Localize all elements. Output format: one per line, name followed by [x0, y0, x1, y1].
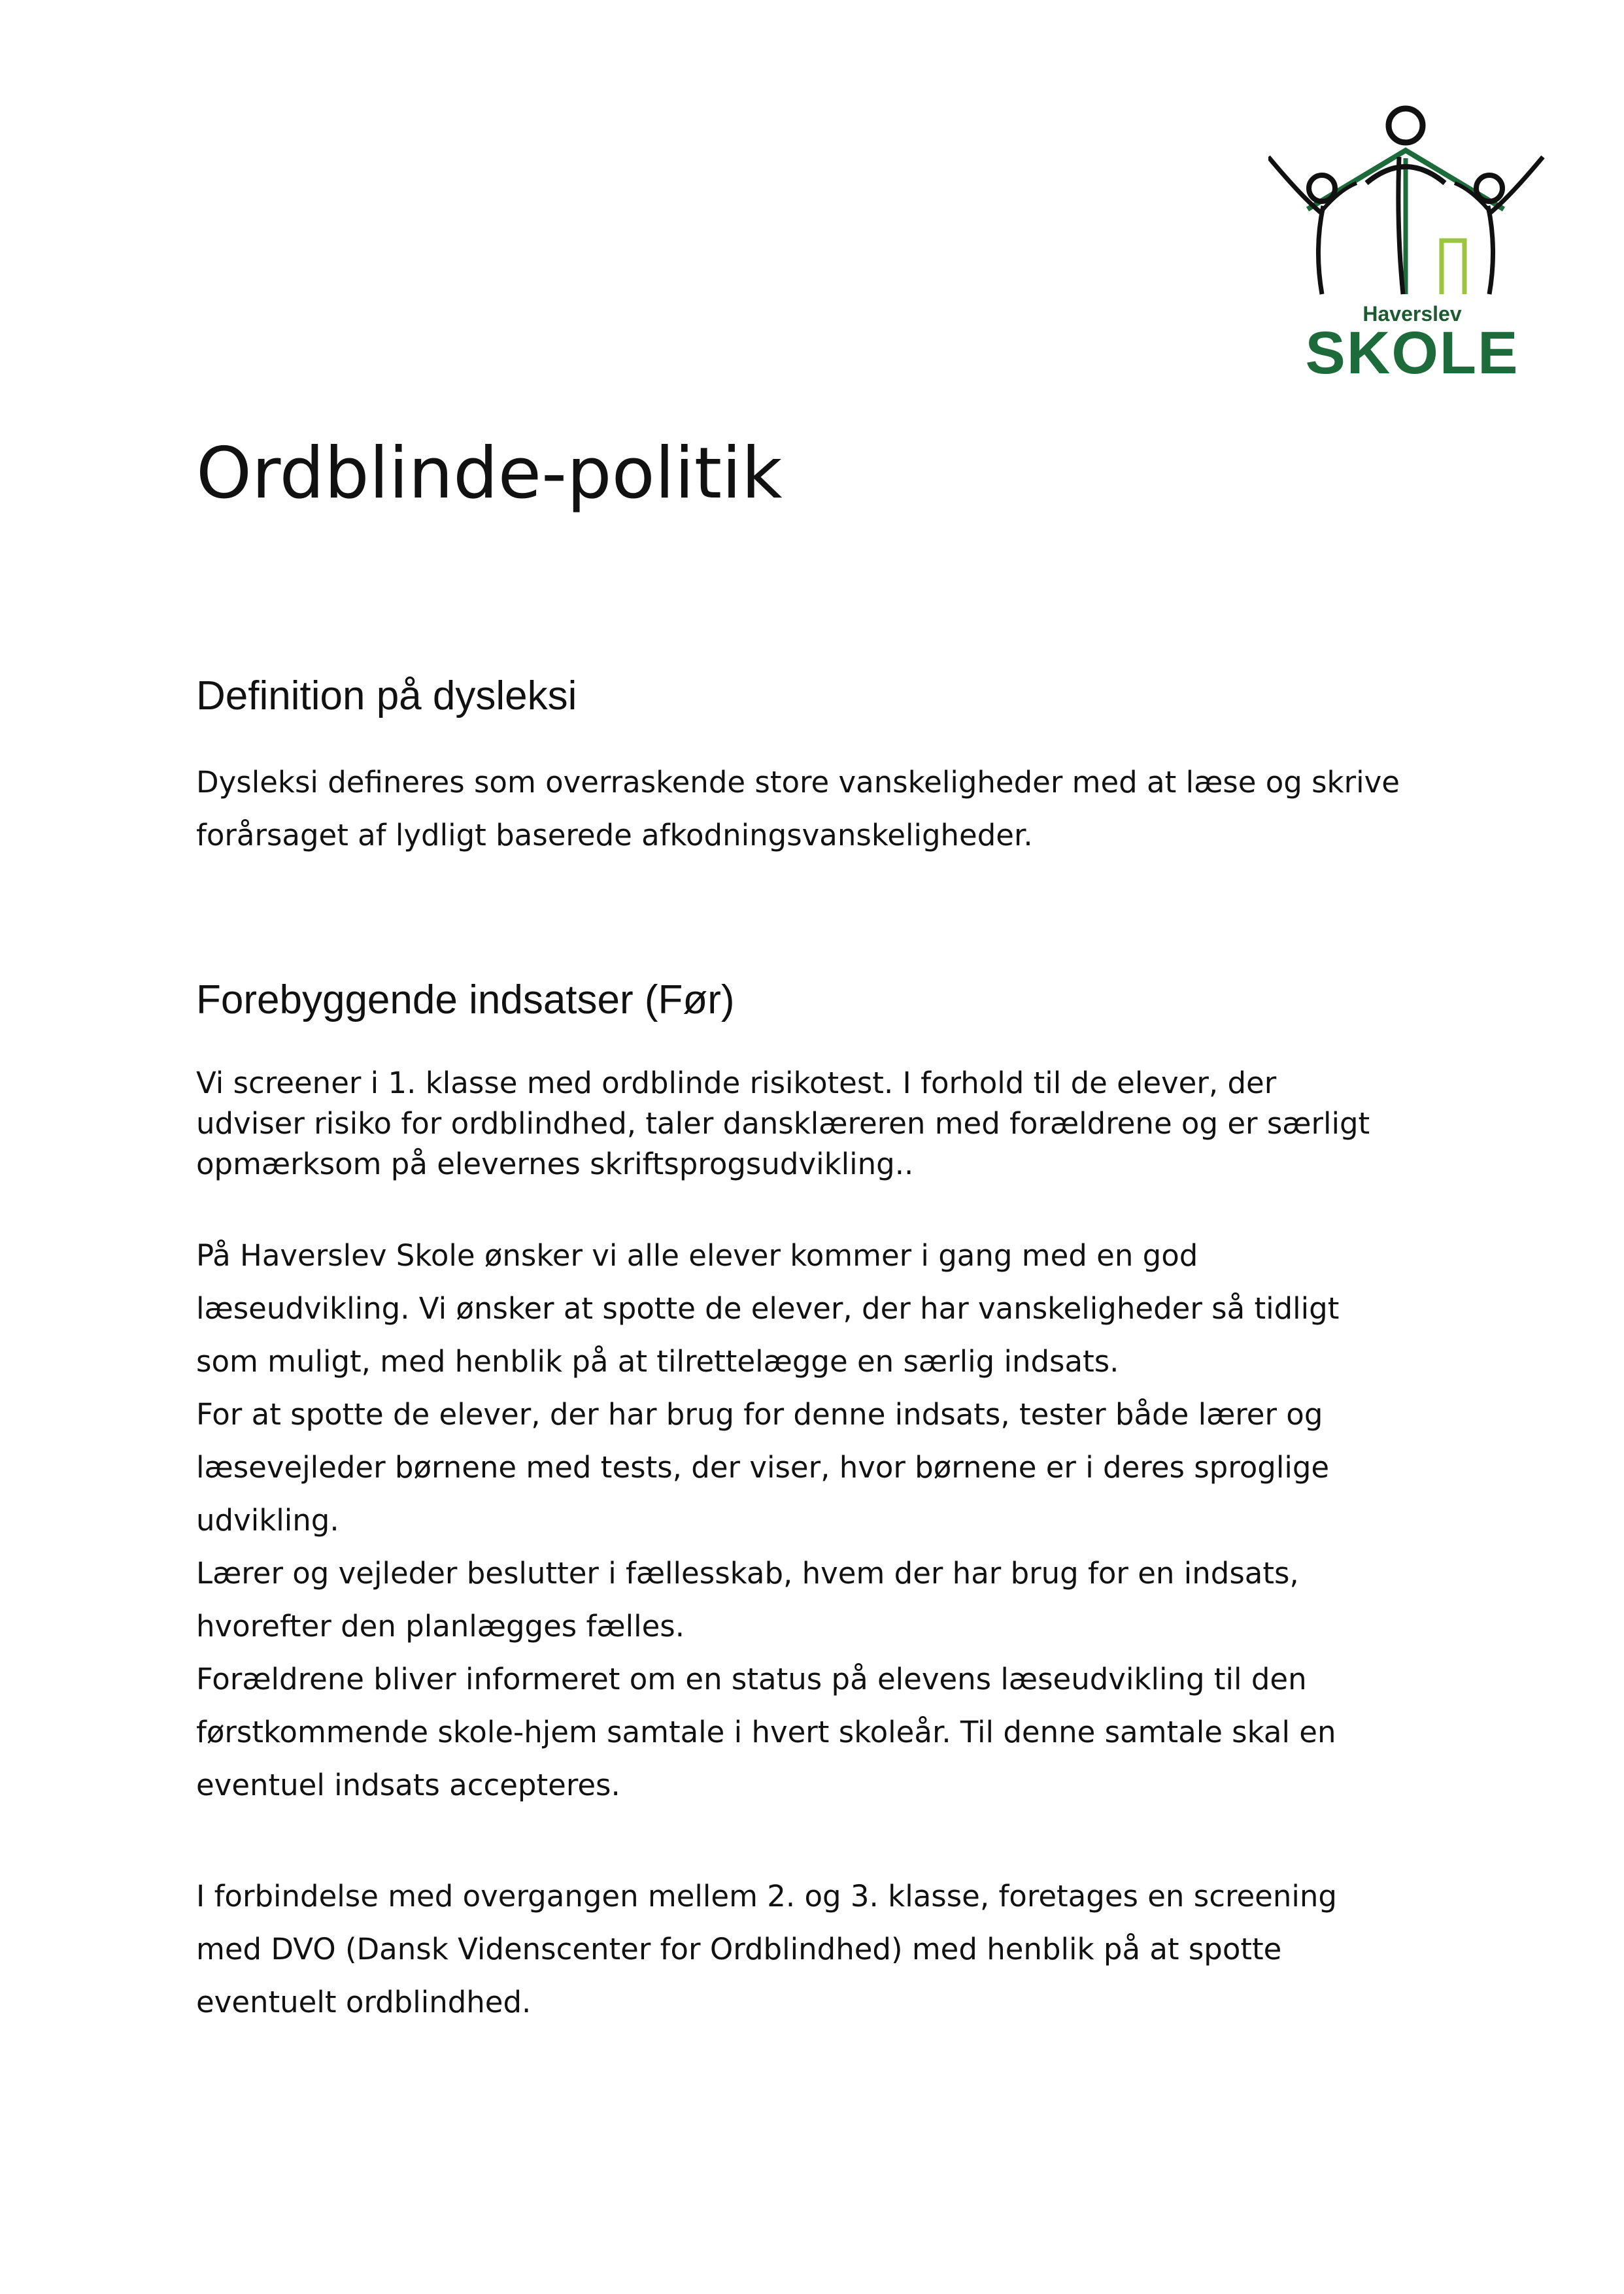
text-line: Dysleksi defineres som overraskende store vanskeligheder med at læse og skrive [196, 765, 1400, 800]
text-line: hvorefter den planlægges fælles. [196, 1609, 685, 1644]
text-line: læseudvikling. Vi ønsker at spotte de elever, der har vanskeligheder så tidligt [196, 1291, 1340, 1326]
text-line: Vi screener i 1. klasse med ordblinde risikotest. I forhold til de elever, der [196, 1066, 1277, 1100]
logo-subtitle: Haverslev [1362, 302, 1462, 326]
dvo-screening-paragraph [196, 1870, 1471, 2029]
text-line: eventuel indsats accepteres. [196, 1768, 620, 1802]
text-line: I forbindelse med overgangen mellem 2. og 3. klasse, foretages en screening [196, 1879, 1337, 1914]
school-logo [1268, 98, 1556, 386]
section-heading-preventive: Forebyggende indsatser (Før) [196, 977, 735, 1022]
definition-paragraph [196, 756, 1471, 862]
logo-figures-graphic [1268, 98, 1556, 314]
text-line: På Haverslev Skole ønsker vi alle elever kommer i gang med en god [196, 1238, 1198, 1273]
text-line: som muligt, med henblik på at tilrettelægge en særlig indsats. [196, 1344, 1119, 1379]
text-line: udvikling. [196, 1503, 339, 1538]
screening-paragraph [196, 1063, 1471, 1185]
text-line: Forældrene bliver informeret om en status på elevens læseudvikling til den [196, 1662, 1307, 1696]
text-line: For at spotte de elever, der har brug for denne indsats, tester både lærer og [196, 1397, 1323, 1432]
text-line: opmærksom på elevernes skriftsprogsudvikling.. [196, 1147, 914, 1181]
section-heading-definition: Definition på dysleksi [196, 673, 577, 718]
text-line: udviser risiko for ordblindhed, taler dansklæreren med forældrene og er særligt [196, 1106, 1370, 1141]
text-line: med DVO (Dansk Videnscenter for Ordblindhed) med henblik på at spotte [196, 1932, 1282, 1966]
text-line: forårsaget af lydligt baserede afkodningsvanskeligheder. [196, 818, 1033, 852]
text-line: Lærer og vejleder beslutter i fællesskab, hvem der har brug for en indsats, [196, 1556, 1299, 1591]
text-line: førstkommende skole-hjem samtale i hvert skoleår. Til denne samtale skal en [196, 1715, 1336, 1749]
logo-wordmark: SKOLE [1305, 320, 1519, 386]
text-line: læsevejleder børnene med tests, der viser, hvor børnene er i deres sproglige [196, 1450, 1330, 1485]
school-policy-paragraph [196, 1229, 1471, 1812]
page-title: Ordblinde-politik [196, 433, 783, 514]
text-line: eventuelt ordblindhed. [196, 1985, 532, 2019]
